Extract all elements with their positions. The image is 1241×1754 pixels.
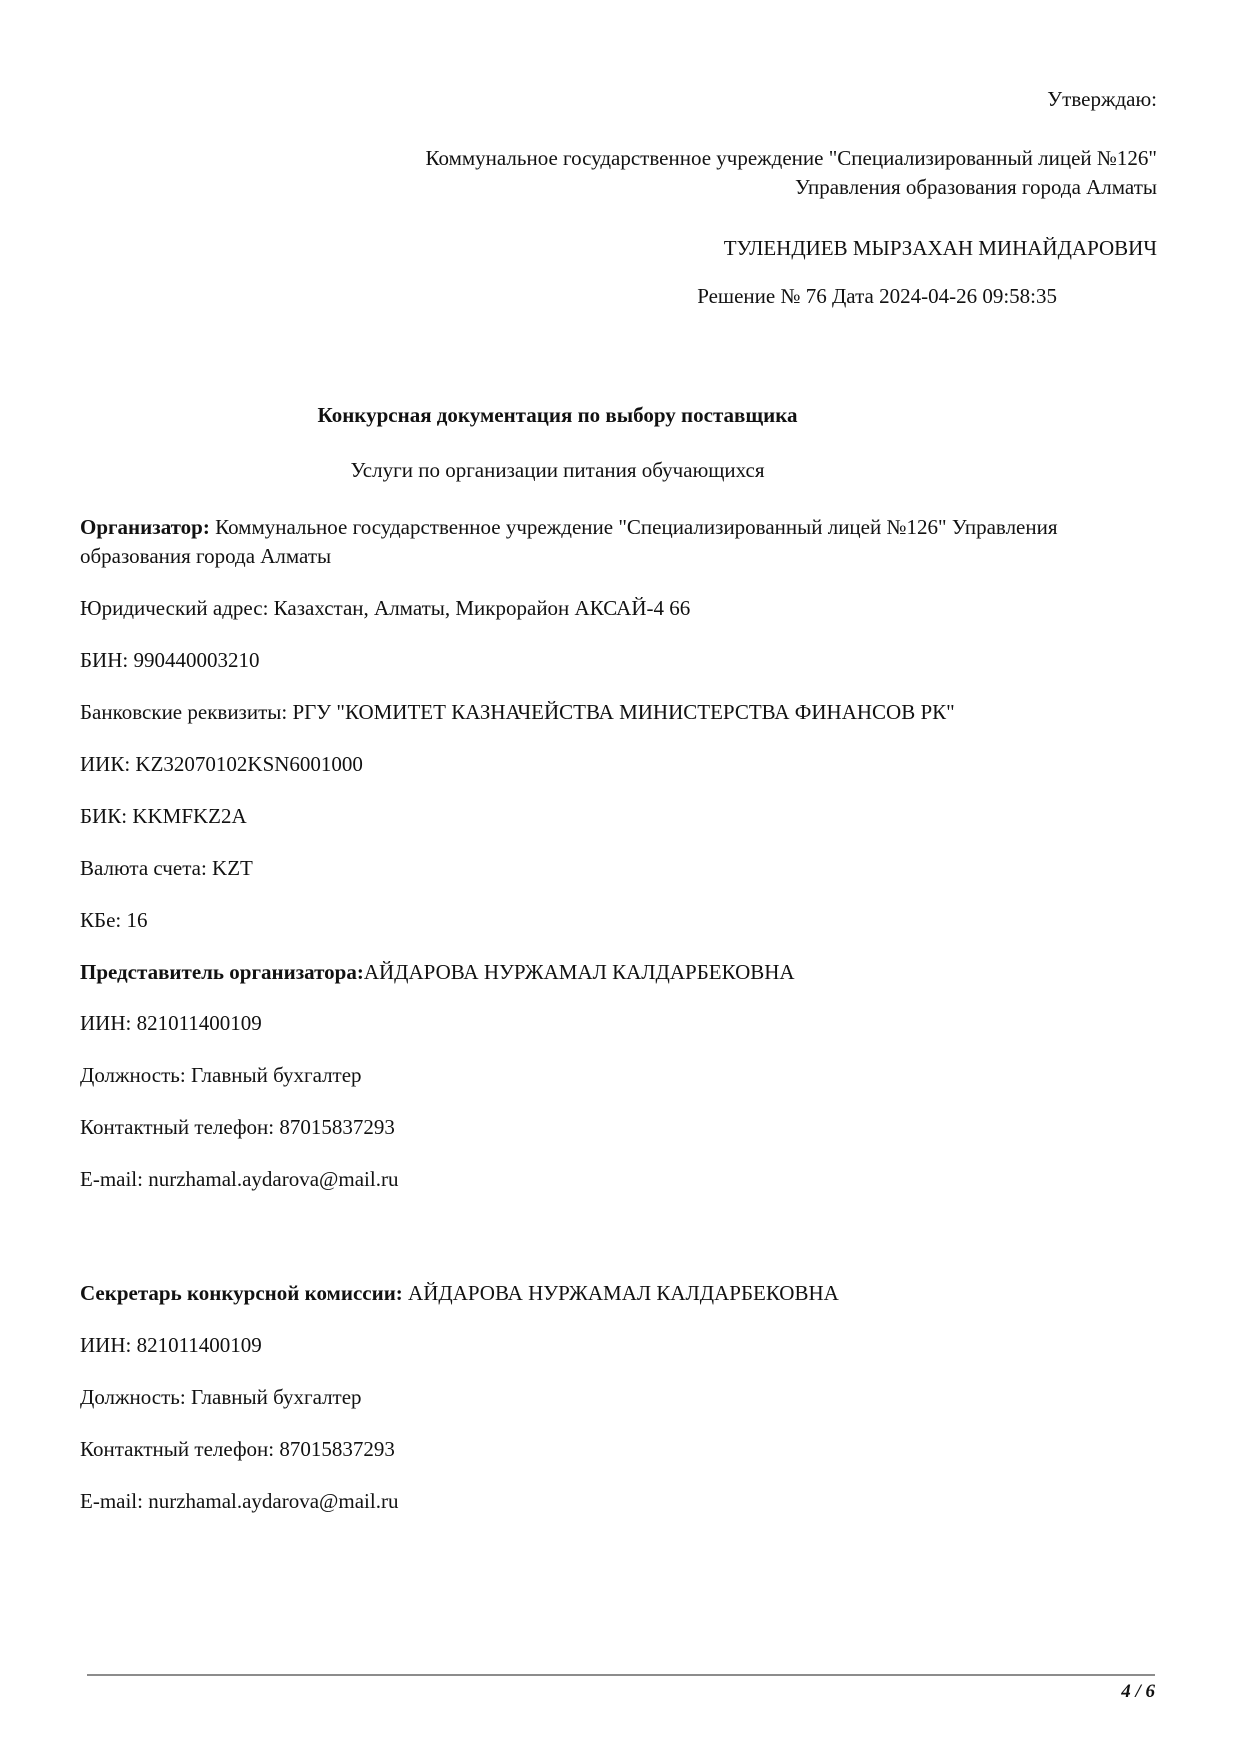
title-block — [80, 401, 1035, 485]
secretary-phone-line: Контактный телефон: 87015837293 — [80, 1437, 395, 1462]
organizer-line — [80, 513, 1157, 571]
decision-number-date: Решение № 76 Дата 2024-04-26 09:58:35 — [697, 283, 1057, 308]
organizer-name: Коммунальное государственное учреждение "Специализированный лицей №126" Управления образования города Алматы — [80, 514, 1058, 568]
bank-details-line: Банковские реквизиты: РГУ "КОМИТЕТ КАЗНАЧЕЙСТВА МИНИСТЕРСТВА ФИНАНСОВ РК" — [80, 699, 955, 724]
iik-line: ИИК: KZ32070102KSN6001000 — [80, 751, 363, 776]
legal-address-line: Юридический адрес: Казахстан, Алматы, Микрорайон АКСАЙ-4 66 — [80, 595, 691, 620]
approval-header — [364, 85, 1157, 311]
representative-name: АЙДАРОВА НУРЖАМАЛ КАЛДАРБЕКОВНА — [363, 959, 795, 984]
bin-line: БИН: 990440003210 — [80, 647, 260, 672]
organizer-label: Организатор: — [80, 514, 210, 539]
document-body — [80, 513, 1157, 1516]
secretary-label: Секретарь конкурсной комиссии: — [80, 1281, 403, 1306]
approver-organization: Коммунальное государственное учреждение "Специализированный лицей №126" Управления образования города Алматы — [425, 145, 1157, 199]
account-currency-line: Валюта счета: KZT — [80, 855, 253, 880]
secretary-iin-line: ИИН: 821011400109 — [80, 1333, 262, 1358]
representative-line — [80, 958, 1157, 987]
representative-email-line: E-mail: nurzhamal.aydarova@mail.ru — [80, 1167, 399, 1192]
secretary-position-line: Должность: Главный бухгалтер — [80, 1385, 362, 1410]
section-gap — [80, 1217, 1157, 1279]
representative-position-line: Должность: Главный бухгалтер — [80, 1063, 362, 1088]
page-footer — [87, 1674, 1155, 1705]
bik-line: БИК: KKMFKZ2A — [80, 803, 247, 828]
secretary-line — [80, 1279, 1157, 1308]
approver-name: ТУЛЕНДИЕВ МЫРЗАХАН МИНАЙДАРОВИЧ — [723, 235, 1157, 260]
secretary-email-line: E-mail: nurzhamal.aydarova@mail.ru — [80, 1489, 399, 1514]
representative-phone-line: Контактный телефон: 87015837293 — [80, 1115, 395, 1140]
document-title: Конкурсная документация по выбору поставщика — [317, 402, 798, 427]
document-subtitle: Услуги по организации питания обучающихся — [350, 457, 765, 482]
page-number: 4 / 6 — [1121, 1681, 1155, 1702]
representative-label: Представитель организатора: — [80, 959, 364, 984]
approve-label: Утверждаю: — [1047, 87, 1157, 111]
kbe-line: КБе: 16 — [80, 907, 148, 932]
representative-iin-line: ИИН: 821011400109 — [80, 1011, 262, 1036]
secretary-name: АЙДАРОВА НУРЖАМАЛ КАЛДАРБЕКОВНА — [402, 1281, 839, 1306]
